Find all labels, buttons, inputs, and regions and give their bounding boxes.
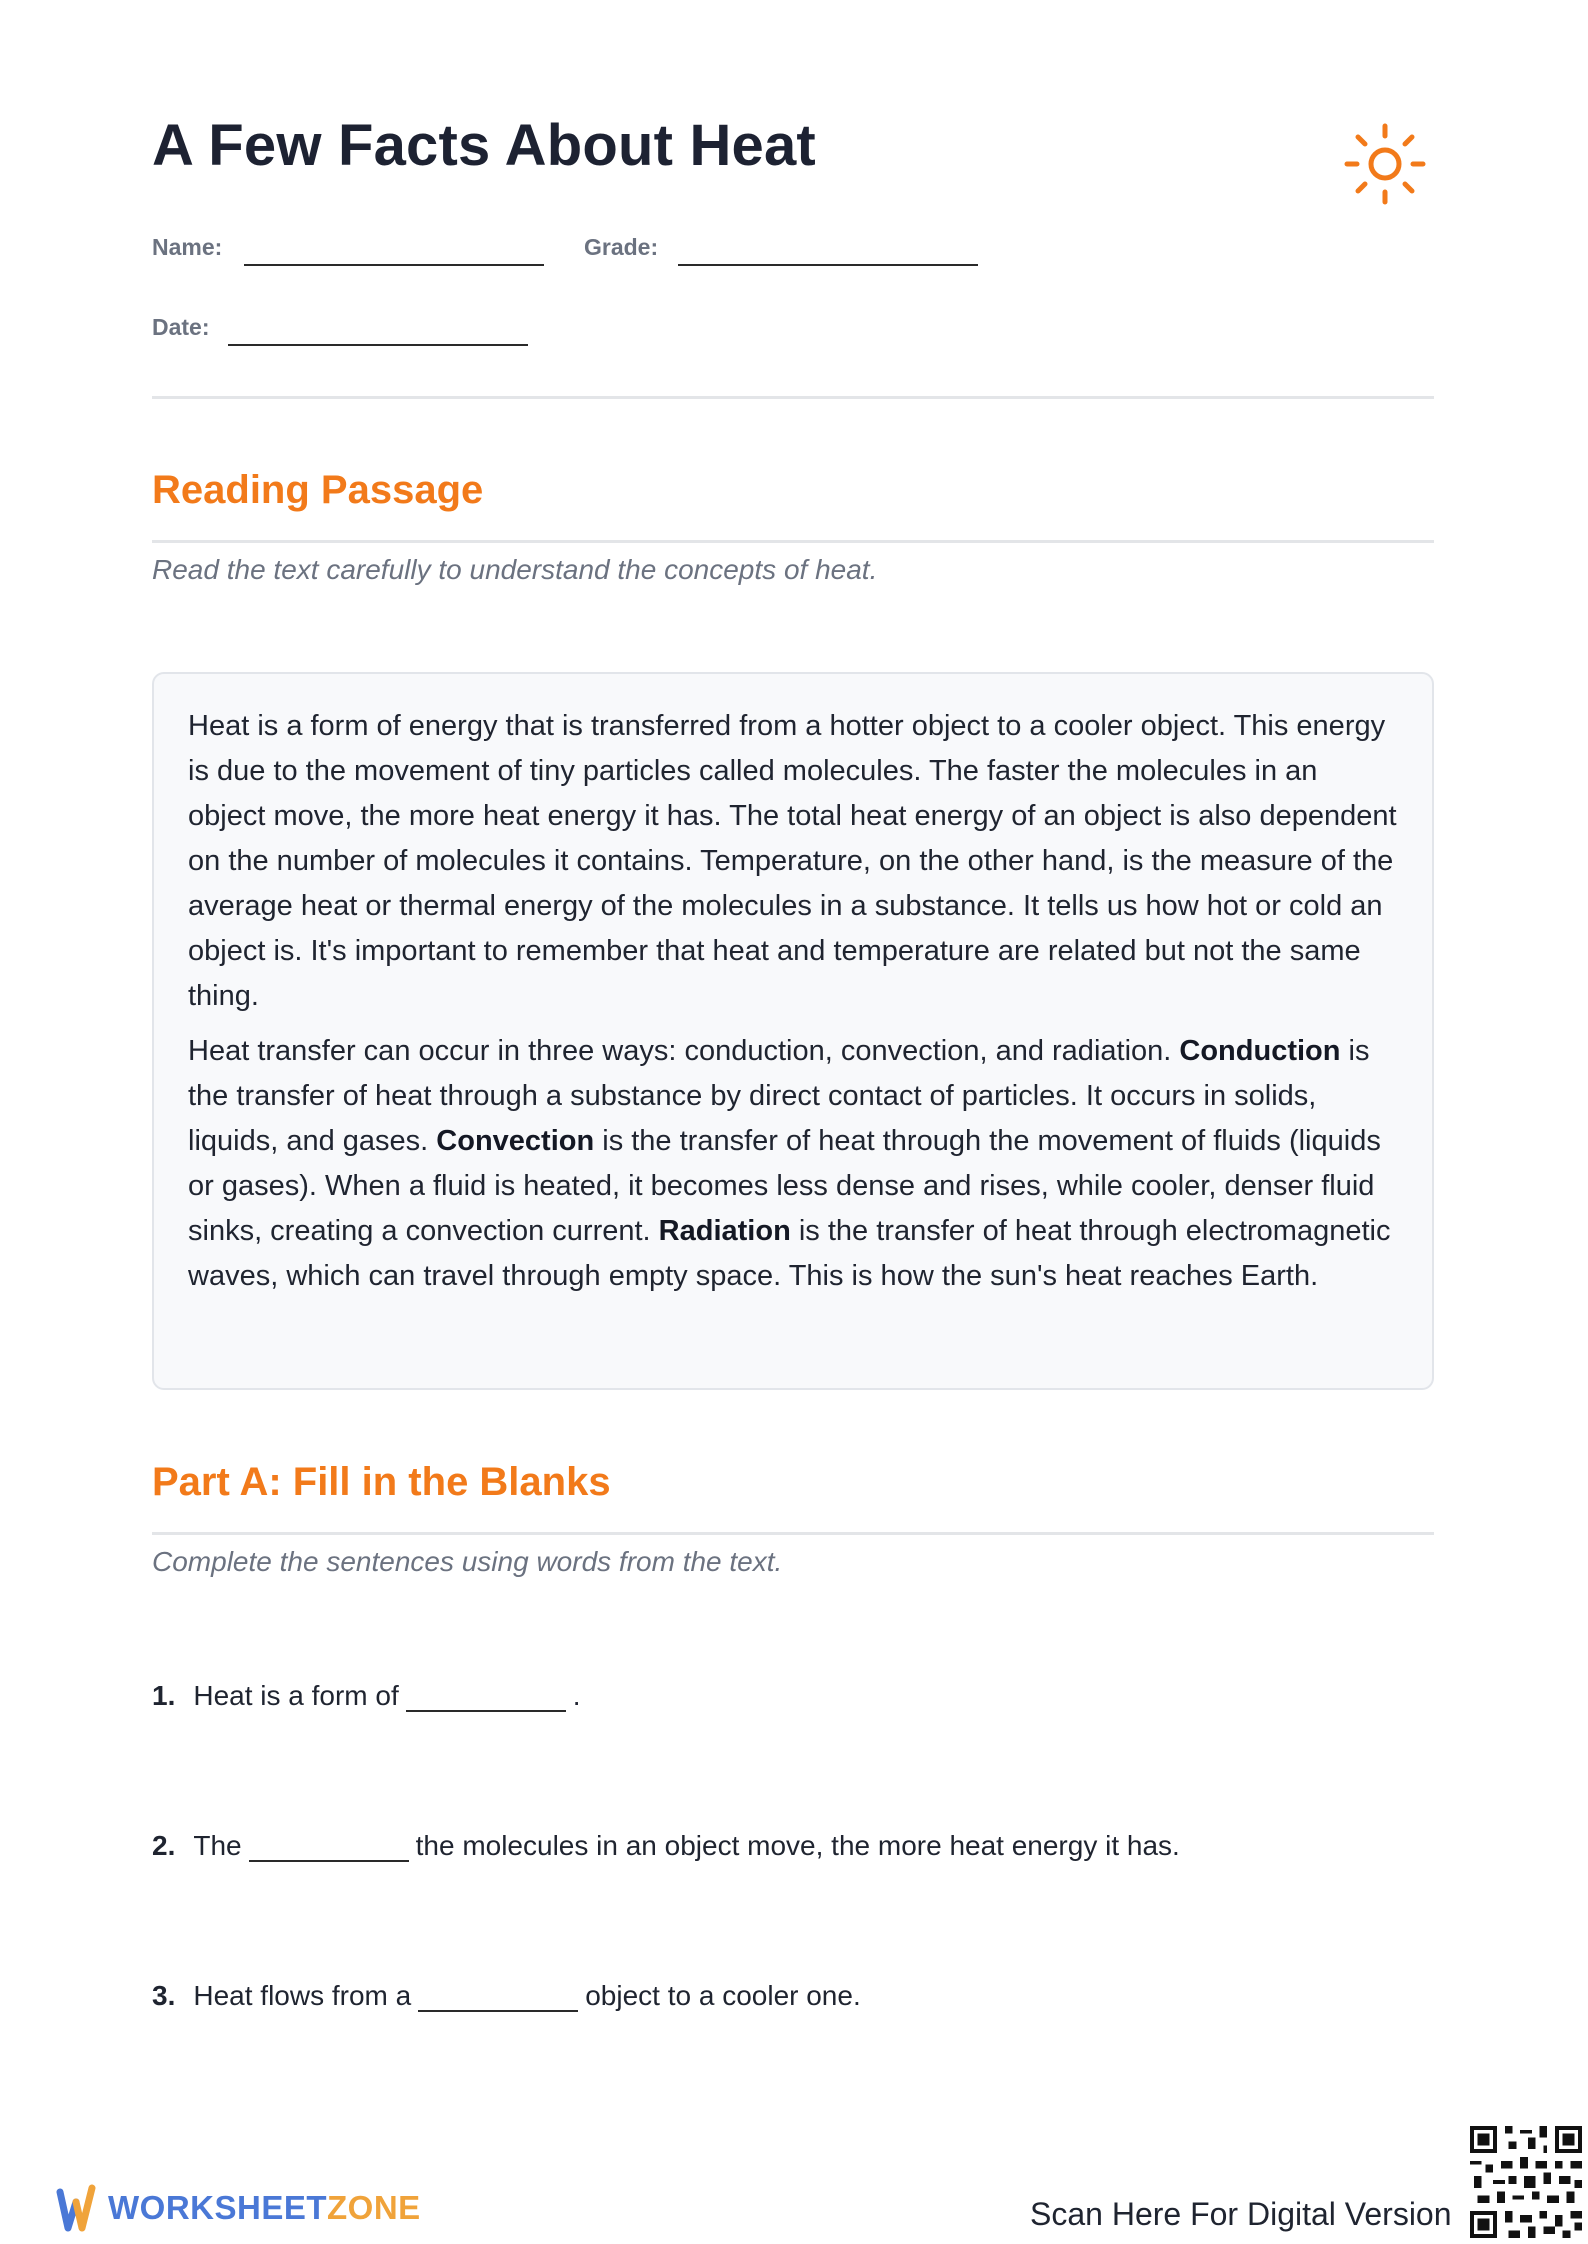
grade-field[interactable] bbox=[678, 264, 978, 266]
page-title: A Few Facts About Heat bbox=[152, 113, 816, 178]
p2-intro: Heat transfer can occur in three ways: conduction, convection, and radiation. bbox=[188, 1035, 1180, 1067]
logo-w-icon bbox=[56, 2180, 96, 2236]
p2-text-2: is the transfer of heat through the movement of fluids (liquids or gases). When a fluid is heated, it becomes less dense and rises, while cooler, denser fluid sinks, creating a convection current. bbox=[188, 1125, 1381, 1247]
question-text-after: . bbox=[572, 1680, 581, 1711]
header-divider bbox=[152, 396, 1434, 399]
qr-code-icon[interactable] bbox=[1470, 2126, 1582, 2238]
scan-instruction: Scan Here For Digital Version bbox=[1030, 2196, 1452, 2232]
date-label: Date: bbox=[152, 314, 210, 340]
p2-text-1: is the transfer of heat through a substance by direct contact of particles. It occurs in solids, liquids, and gases. bbox=[188, 1035, 1370, 1157]
question-number: 2. bbox=[152, 1830, 176, 1861]
question-text-after: object to a cooler one. bbox=[585, 1980, 861, 2011]
question-text-before: Heat flows from a bbox=[193, 1980, 412, 2011]
reading-divider bbox=[152, 540, 1434, 543]
date-field[interactable] bbox=[228, 344, 528, 346]
logo-text-part1: WORKSHEET bbox=[108, 2189, 327, 2226]
question-1 bbox=[152, 1680, 581, 1712]
question-text-before: The bbox=[193, 1830, 242, 1861]
part-a-instruction: Complete the sentences using words from the text. bbox=[152, 1546, 783, 1577]
worksheetzone-logo bbox=[56, 2180, 421, 2236]
sun-icon bbox=[1343, 122, 1427, 206]
question-text-after: the molecules in an object move, the more heat energy it has. bbox=[415, 1830, 1180, 1861]
answer-blank-1[interactable] bbox=[406, 1680, 566, 1712]
question-2 bbox=[152, 1830, 1180, 1862]
part-a-title: Part A: Fill in the Blanks bbox=[152, 1460, 611, 1504]
p2-text-3: is the transfer of heat through electromagnetic waves, which can travel through empty space. This is how the sun's heat reaches Earth. bbox=[188, 1215, 1391, 1292]
reading-section-title: Reading Passage bbox=[152, 468, 484, 512]
name-field[interactable] bbox=[244, 264, 544, 266]
question-number: 3. bbox=[152, 1980, 176, 2011]
term-conduction: Conduction bbox=[1179, 1035, 1341, 1067]
question-text-before: Heat is a form of bbox=[193, 1680, 399, 1711]
question-3 bbox=[152, 1980, 861, 2012]
logo-text-part2: ZONE bbox=[327, 2189, 421, 2226]
logo-text bbox=[108, 2189, 421, 2227]
passage-paragraph-1: Heat is a form of energy that is transferred from a hotter object to a cooler object. This energy is due to the movement of tiny particles called molecules. The faster the molecules in an object move, the more heat energy it has. The total heat energy of an object is also dependent on the number of molecules it contains. Temperature, on the other hand, is the measure of the average heat or thermal energy of the molecules in a substance. It tells us how hot or cold an object is. It's important to remember that heat and temperature are related but not the same thing. bbox=[188, 710, 1397, 1012]
part-a-divider bbox=[152, 1532, 1434, 1535]
term-convection: Convection bbox=[436, 1125, 595, 1157]
passage-paragraph-2 bbox=[188, 1029, 1398, 1299]
answer-blank-2[interactable] bbox=[249, 1830, 409, 1862]
answer-blank-3[interactable] bbox=[418, 1980, 578, 2012]
term-radiation: Radiation bbox=[658, 1215, 791, 1247]
question-number: 1. bbox=[152, 1680, 176, 1711]
reading-passage-box bbox=[152, 672, 1434, 1390]
name-label: Name: bbox=[152, 234, 223, 260]
reading-instruction: Read the text carefully to understand the concepts of heat. bbox=[152, 554, 878, 585]
grade-label: Grade: bbox=[584, 234, 659, 260]
